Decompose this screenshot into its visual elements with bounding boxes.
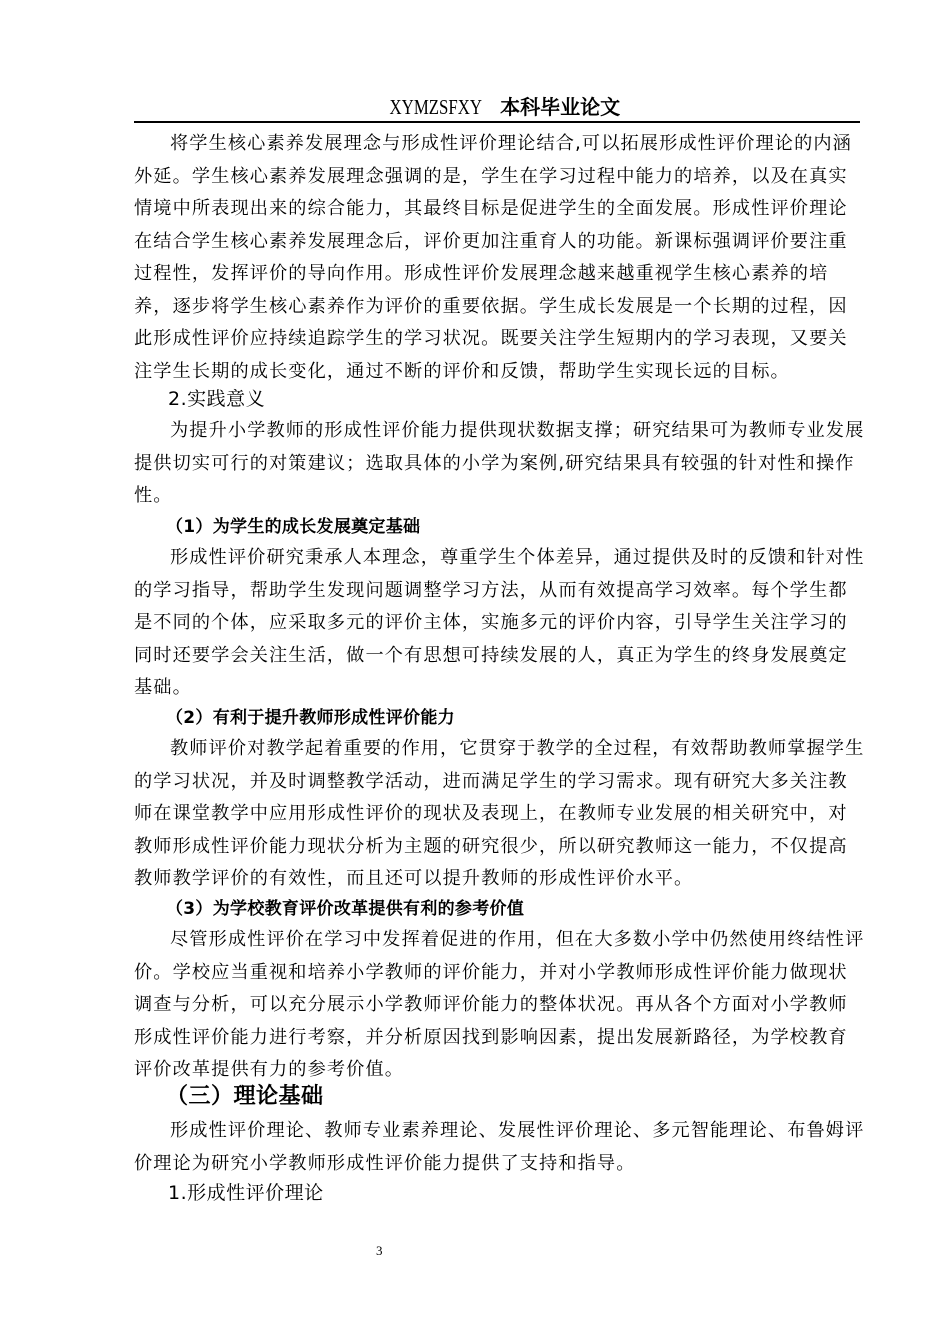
paragraph-line: 养，逐步将学生核心素养作为评价的重要依据。学生成长发展是一个长期的过程，因 — [134, 295, 848, 317]
paragraph-line: 评价改革提供有力的参考价值。 — [134, 1059, 405, 1080]
paragraph-line: 将学生核心素养发展理念与形成性评价理论结合,可以拓展形成性评价理论的内涵 — [170, 133, 852, 154]
section-heading-theory: （三）理论基础 — [166, 1084, 324, 1109]
paragraph-line: 外延。学生核心素养发展理念强调的是，学生在学习过程中能力的培养，以及在真实 — [134, 165, 848, 187]
paragraph-line: 情境中所表现出来的综合能力，其最终目标是促进学生的全面发展。形成性评价理论 — [134, 198, 848, 219]
paragraph-line: 的学习指导，帮助学生发现问题调整学习方法，从而有效提高学习效率。每个学生都 — [134, 579, 848, 601]
section-heading-practice: 2.实践意义 — [168, 388, 266, 410]
paragraph-line: 形成性评价理论、教师专业素养理论、发展性评价理论、多元智能理论、布鲁姆评 — [170, 1120, 865, 1141]
page-number: 3 — [376, 1243, 383, 1258]
paragraph-line: 的学习状况，并及时调整教学活动，进而满足学生的学习需求。现有研究大多关注教 — [134, 770, 848, 792]
header-latin: XYMZSFXY — [389, 95, 482, 119]
paragraph-line: 注学生长期的成长变化，通过不断的评价和反馈，帮助学生实现长远的目标。 — [134, 360, 790, 382]
paragraph-line: 教师形成性评价能力现状分析为主题的研究很少，所以研究教师这一能力，不仅提高 — [134, 835, 848, 857]
paragraph-line: 教师教学评价的有效性，而且还可以提升教师的形成性评价水平。 — [134, 868, 694, 889]
paragraph-line: 过程性，发挥评价的导向作用。形成性评价发展理念越来越重视学生核心素养的培 — [134, 263, 829, 284]
header-rule — [134, 121, 860, 123]
header-title: 本科毕业论文 — [500, 95, 621, 119]
paragraph-line: 师在课堂教学中应用形成性评价的现状及表现上，在教师专业发展的相关研究中，对 — [134, 803, 848, 824]
subheading-1: （1）为学生的成长发展奠定基础 — [166, 517, 421, 537]
paragraph-line: 性。 — [134, 485, 173, 506]
paragraph-line: 调查与分析，可以充分展示小学教师评价能力的整体状况。再从各个方面对小学教师 — [134, 994, 848, 1015]
subheading-3: （3）为学校教育评价改革提供有利的参考价值 — [166, 899, 525, 919]
paragraph-line: 同时还要学会关注生活，做一个有思想可持续发展的人，真正为学生的终身发展奠定 — [134, 644, 848, 666]
paragraph-line: 为提升小学教师的形成性评价能力提供现状数据支撑；研究结果可为教师专业发展 — [170, 420, 865, 441]
paragraph-line: 是不同的个体，应采取多元的评价主体，实施多元的评价内容，引导学生关注学习的 — [134, 612, 848, 633]
paragraph-line: 基础。 — [134, 677, 192, 698]
paragraph-line: 形成性评价研究秉承人本理念，尊重学生个体差异，通过提供及时的反馈和针对性 — [170, 547, 865, 568]
paragraph-line: 此形成性评价应持续追踪学生的学习状况。既要关注学生短期内的学习表现，又要关 — [134, 328, 848, 349]
paragraph-line: 在结合学生核心素养发展理念后，评价更加注重育人的功能。新课标强调评价要注重 — [134, 230, 848, 252]
paragraph-line: 教师评价对教学起着重要的作用，它贯穿于教学的全过程，有效帮助教师掌握学生 — [170, 738, 865, 759]
subheading-2: （2）有利于提升教师形成性评价能力 — [166, 708, 455, 728]
subheading-formative-theory: 1.形成性评价理论 — [168, 1182, 324, 1204]
page-header — [138, 94, 860, 120]
paragraph-line: 尽管形成性评价在学习中发挥着促进的作用，但在大多数小学中仍然使用终结性评 — [170, 929, 865, 950]
paragraph-line: 提供切实可行的对策建议；选取具体的小学为案例,研究结果具有较强的针对性和操作 — [134, 452, 855, 474]
paragraph-line: 价理论为研究小学教师形成性评价能力提供了支持和指导。 — [134, 1152, 636, 1174]
paragraph-line: 价。学校应当重视和培养小学教师的评价能力，并对小学教师形成性评价能力做现状 — [134, 961, 848, 983]
paragraph-line: 形成性评价能力进行考察，并分析原因找到影响因素，提出发展新路径，为学校教育 — [134, 1026, 848, 1048]
